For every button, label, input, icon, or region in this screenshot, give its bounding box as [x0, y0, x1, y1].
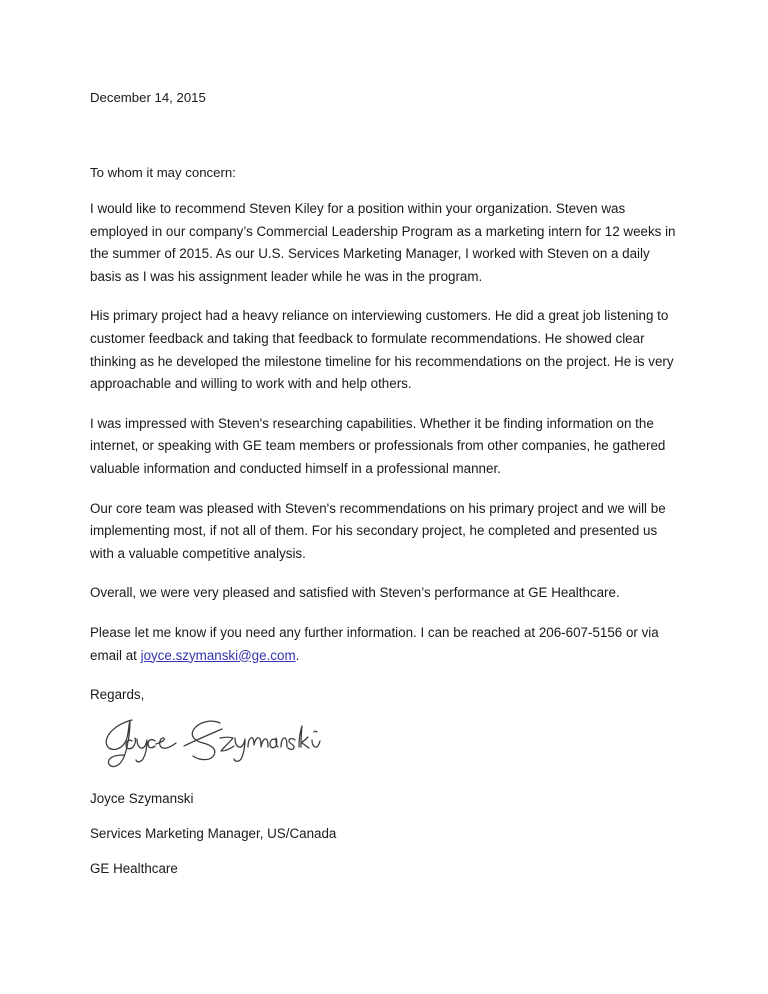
letter-salutation: To whom it may concern: — [90, 165, 236, 180]
email-link[interactable]: joyce.szymanski@ge.com — [140, 647, 296, 663]
letter-date: December 14, 2015 — [90, 90, 206, 105]
signature-icon — [96, 714, 321, 770]
letter-paragraph-1: I would like to recommend Steven Kiley for a position within your organization. Steven was employed in our company’s Commercial Leadership Program as a marketing intern for 12 weeks in the summer of 2015. As our U.S. Services Marketing Manager, I worked with Steven on a daily basis as I was his assignment leader while he was in the program. — [90, 201, 676, 284]
letter-paragraph-5: Overall, we were very pleased and satisfied with Steven’s performance at GE Healthcare. — [90, 585, 620, 601]
letter-paragraph-4: Our core team was pleased with Steven's recommendations on his primary project and we will be implementing most, if not all of them. For his secondary project, he completed and presented us with a valuable competitive analysis. — [90, 500, 666, 561]
letter-paragraph-2: His primary project had a heavy reliance on interviewing customers. He did a great job listening to customer feedback and taking that feedback to formulate recommendations. He showed clear thinking as he developed the milestone timeline for his recommendations on the project. He is very approachable and willing to work with and help others. — [90, 308, 674, 392]
signer-title: Services Marketing Manager, US/Canada — [90, 826, 337, 842]
contact-text-after-email: . — [295, 647, 300, 663]
letter-contact-paragraph — [90, 622, 680, 667]
signer-name: Joyce Szymanski — [90, 791, 194, 807]
signer-company: GE Healthcare — [90, 861, 178, 877]
handwritten-signature — [96, 714, 326, 770]
letter-paragraph-3: I was impressed with Steven's researching capabilities. Whether it be finding information on the internet, or speaking with GE team members or professionals from other companies, he gathered valuable information and conducted himself in a professional manner. — [90, 415, 666, 476]
letter-body — [90, 88, 680, 880]
letter-closing: Regards, — [90, 687, 145, 703]
contact-text-before-email: Please let me know if you need any further information. I can be reached at 206-607-5156 or via email at — [90, 624, 659, 663]
